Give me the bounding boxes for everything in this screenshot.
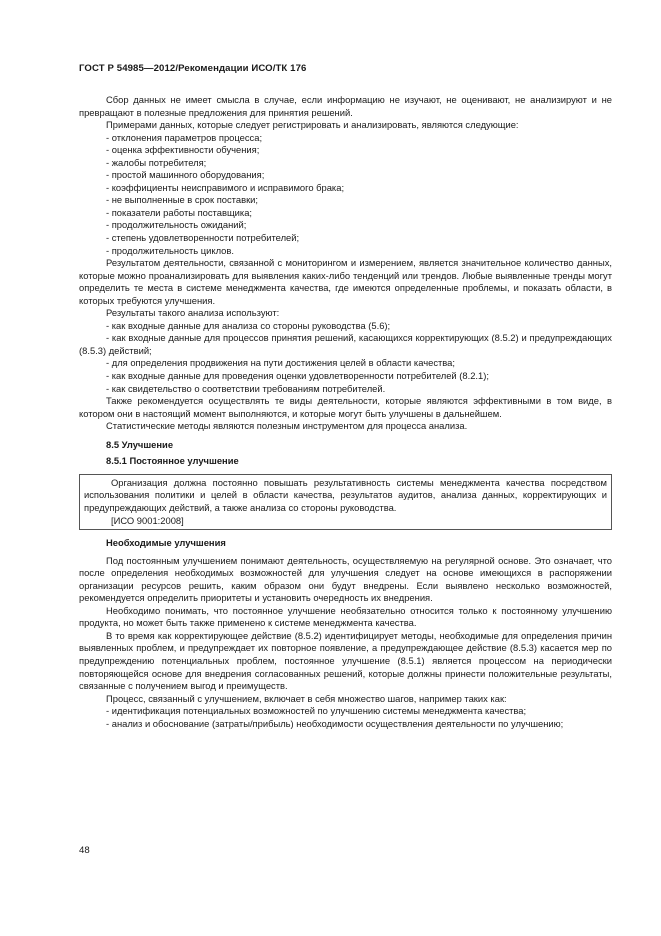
subheading: Необходимые улучшения (106, 537, 226, 549)
list-item: - коэффициенты неисправимого и исправимого брака; (106, 181, 345, 193)
quote-text: Организация должна постоянно повышать результативность системы менеджмента качества посредством использования политики и целей в области качества, результатов аудитов, анализа данных, корректирующих и предупреждающих действий, а также анализа со стороны руководства. (84, 476, 607, 513)
running-header: ГОСТ Р 54985—2012/Рекомендации ИСО/ТК 176 (79, 63, 307, 74)
list-item: - как входные данные для процессов принятия решений, касающихся корректирующих (8.5.2) и предупреждающих (8.5.3) действий; (79, 332, 612, 356)
paragraph: Также рекомендуется осуществлять те виды деятельности, которые являются эффективными в том виде, в котором они в настоящий момент выполняются, и которые могут быть улучшены в дальнейшем. (79, 395, 612, 419)
paragraph: Примерами данных, которые следует регистрировать и анализировать, являются следующие: (106, 119, 519, 131)
list-item: - жалобы потребителя; (106, 156, 207, 168)
paragraph: Процесс, связанный с улучшением, включает в себя множество шагов, например таких как: (106, 692, 507, 704)
subsection-heading: 8.5.1 Постоянное улучшение (106, 455, 239, 467)
page-number: 48 (79, 845, 90, 856)
list-item: - отклонения параметров процесса; (106, 131, 263, 143)
list-item: - степень удовлетворенности потребителей; (106, 232, 300, 244)
document-body (79, 94, 612, 730)
list-item: - как свидетельство о соответствии требованиям потребителей. (106, 382, 386, 394)
list-item: - как входные данные для проведения оценки удовлетворенности потребителей (8.2.1); (106, 370, 489, 382)
standard-quote-box (79, 474, 612, 530)
section-heading: 8.5 Улучшение (106, 438, 174, 450)
paragraph: Результаты такого анализа используют: (106, 307, 280, 319)
list-item: - оценка эффективности обучения; (106, 144, 260, 156)
list-item: - продолжительность ожиданий; (106, 219, 247, 231)
list-item: - идентификация потенциальных возможностей по улучшению системы менеджмента качества; (106, 705, 527, 717)
list-item: - простой машинного оборудования; (106, 169, 265, 181)
list-item: - продолжительность циклов. (106, 244, 234, 256)
paragraph: Сбор данных не имеет смысла в случае, если информацию не изучают, не оценивают, не анализируют и не превращают в полезные предложения для принятия решений. (79, 94, 612, 118)
list-item: - показатели работы поставщика; (106, 206, 253, 218)
quote-reference: [ИСО 9001:2008] (111, 514, 184, 526)
list-item: - для определения продвижения на пути достижения целей в области качества; (106, 357, 455, 369)
paragraph: Под постоянным улучшением понимают деятельность, осуществляемую на регулярной основе. Это означает, что после определения необходимых возможностей для улучшения следует на основе имеющихся в распоряжении организации ресурсов решить, каким образом они будут внедрены. Если выявлено несколько возможностей, рекомендуется определить приоритеты и установить очередность их внедрения. (79, 554, 612, 604)
paragraph: В то время как корректирующее действие (8.5.2) идентифицирует методы, необходимые для определения причин выявленных проблем, и предупреждает их повторное появление, а предупреждающее действие (8.5.3) касается мер по предупреждению потенциальных проблем, постоянное улучшение (8.5.1) является процессом на периодически повторяющейся основе для внедрения согласованных решений, которые должны принести положительные результаты, связанные с получением выгод и преимуществ. (79, 629, 612, 692)
paragraph: Результатом деятельности, связанной с мониторингом и измерением, является значительное количество данных, которые можно проанализировать для выявления каких-либо тенденций или трендов. Любые выявленные тренды могут определить те места в системе менеджмента качества, где имеются определенные проблемы, и показать области, в которых требуются улучшения. (79, 257, 612, 306)
list-item: - анализ и обоснование (затраты/прибыль) необходимости осуществления деятельности по улучшению; (106, 717, 564, 729)
list-item: - не выполненные в срок поставки; (106, 194, 259, 206)
paragraph: Статистические методы являются полезным инструментом для процесса анализа. (106, 420, 468, 432)
list-item: - как входные данные для анализа со стороны руководства (5.6); (106, 319, 391, 331)
paragraph: Необходимо понимать, что постоянное улучшение необязательно относится только к постоянному улучшению продукта, но может быть также применено к системе менеджмента качества. (79, 604, 612, 629)
